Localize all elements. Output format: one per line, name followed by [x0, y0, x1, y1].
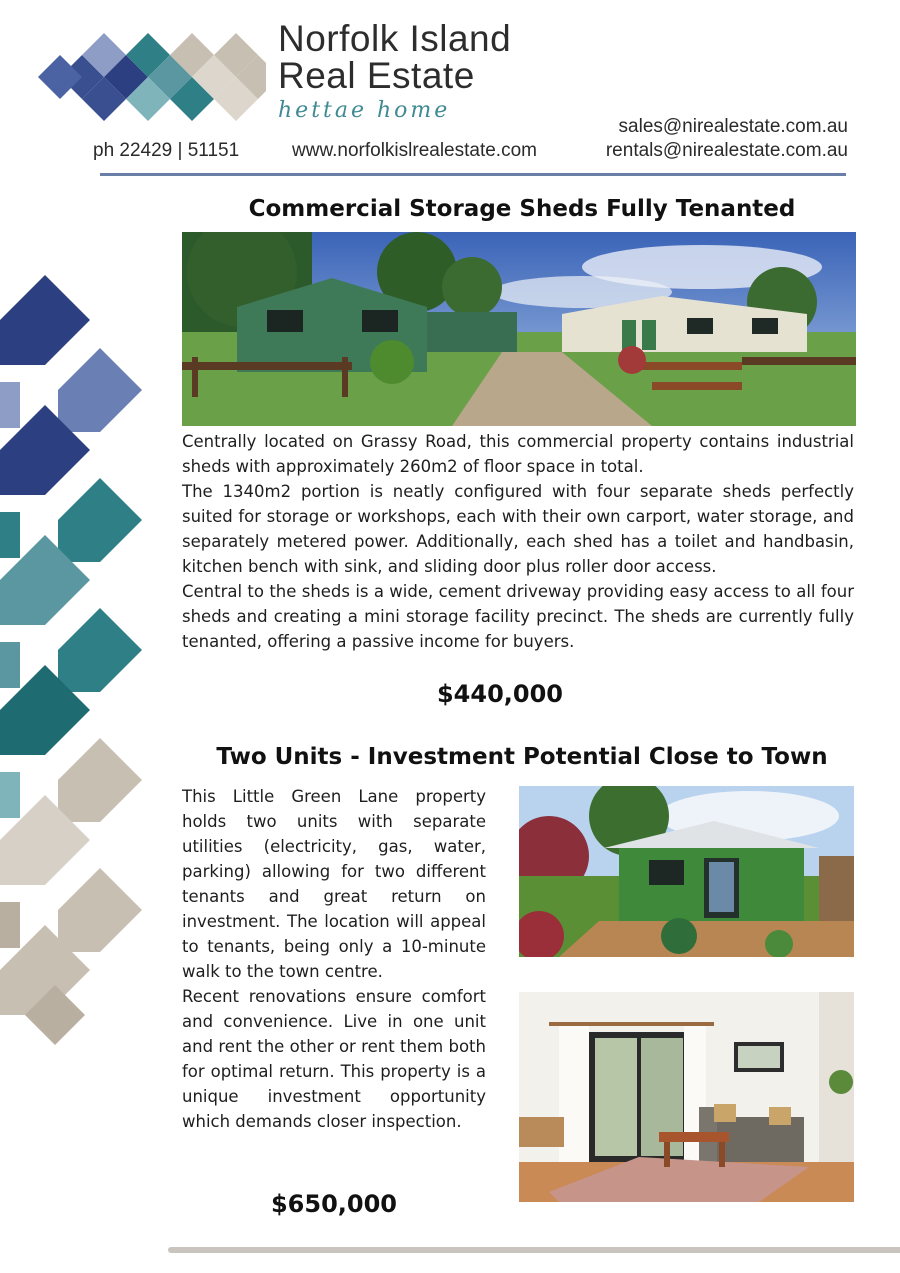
storage-sheds-photo[interactable]: [182, 232, 856, 426]
storage-sheds-illustration: [182, 232, 856, 426]
listing-1-paragraph: Central to the sheds is a wide, cement driveway providing easy access to all four sheds and creating a mini storage facility precinct. The sheds are currently fully tenanted, offering a passive income for buyers.: [182, 582, 854, 651]
listing-2-paragraph: This Little Green Lane property holds two units with separate utilities (electricity, gas, water, parking) allowing for two different tenants and great return on investment. The location will appeal to tenants, being only a 10-minute walk to the town centre.: [182, 787, 486, 981]
sales-email-link[interactable]: sales@nirealestate.com.au: [618, 116, 848, 137]
listing-2-title: Two Units - Investment Potential Close to Town: [216, 744, 828, 770]
brand-name: [278, 20, 511, 94]
living-room-photo[interactable]: [519, 992, 854, 1202]
brand-name-line1: Norfolk Island: [278, 18, 512, 59]
footer-divider: [168, 1247, 900, 1253]
listing-2-price: $650,000: [270, 1190, 397, 1218]
brand-name-line2: Real Estate: [278, 55, 475, 96]
side-diamond-pattern: [0, 270, 160, 1060]
company-logo-mark: [36, 30, 266, 125]
living-room-illustration: [519, 992, 854, 1202]
green-unit-illustration: [519, 786, 854, 957]
rentals-email-link[interactable]: rentals@nirealestate.com.au: [605, 140, 848, 161]
website-link[interactable]: www.norfolkislrealestate.com: [292, 140, 537, 161]
listing-1-description: [182, 429, 854, 654]
listing-1-paragraph: The 1340m2 portion is neatly configured with four separate sheds perfectly suited for storage or workshops, each with their own carport, water storage, and separately metered power. Additionally, each shed has a toilet and handbasin, kitchen bench with sink, and sliding door plus roller door access.: [182, 482, 854, 576]
listing-2-description: [182, 784, 486, 1134]
listing-1-price: $440,000: [436, 680, 563, 708]
brand-tagline: hettae home: [278, 98, 451, 123]
listing-2-paragraph: Recent renovations ensure comfort and convenience. Live in one unit and rent the other or rent them both for optimal return. This property is a unique investment opportunity which demands closer inspection.: [182, 987, 486, 1131]
green-unit-exterior-photo[interactable]: [519, 786, 854, 957]
header-divider: [100, 173, 846, 176]
phone-numbers: ph 22429 | 51151: [93, 140, 240, 161]
listing-1-title: Commercial Storage Sheds Fully Tenanted: [248, 196, 796, 222]
listing-1-paragraph: Centrally located on Grassy Road, this commercial property contains industrial sheds with approximately 260m2 of floor space in total.: [182, 432, 854, 476]
